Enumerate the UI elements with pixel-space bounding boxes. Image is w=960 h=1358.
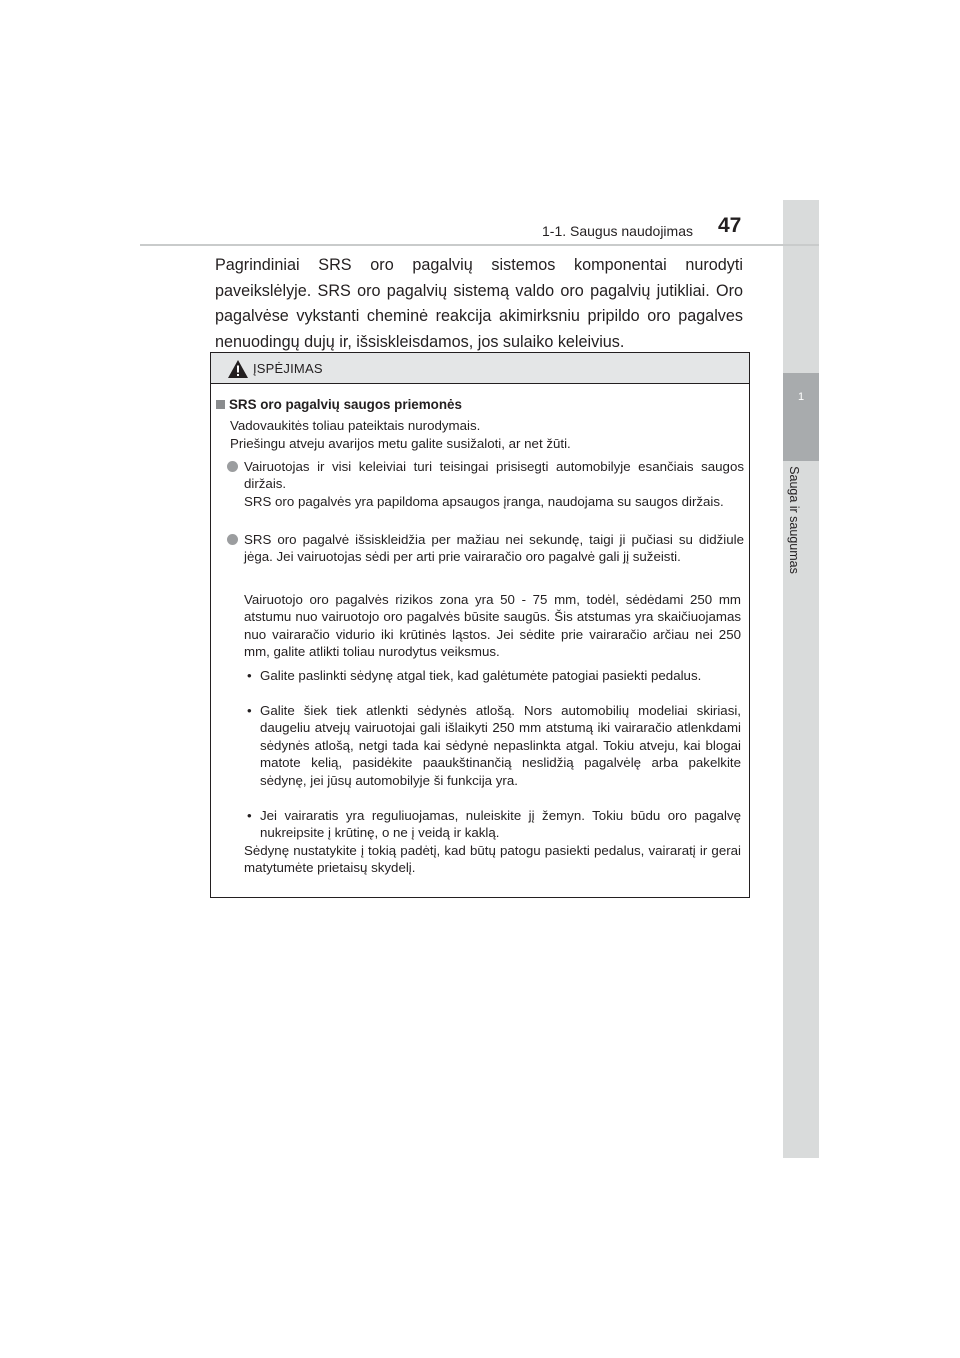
- warning-closing: Sėdynę nustatykite į tokią padėtį, kad būtų patogu pasiekti pedalus, vairaratį ir gerai matytumėte prietaisų skydelį.: [244, 843, 741, 876]
- warning-item-2: [227, 531, 744, 566]
- header-divider: [140, 244, 819, 246]
- warning-header: [211, 353, 749, 384]
- section-title: 1-1. Saugus naudojimas: [542, 223, 693, 239]
- warning-triangle-icon: [228, 360, 248, 378]
- page-number: 47: [718, 214, 742, 237]
- round-bullet-icon: [227, 461, 238, 472]
- list-item: • Galite šiek tiek atlenkti sėdynės atlošą. Nors automobilių modeliai skiriasi, daugeliu atvejų vairuotojai gali išlaikyti 250 mm atstumą iki vairaračio atlenkdami sėdynės atlošą, netgi tada kai sėdynė nepaslinkta atgal. Tokiu atveju, kai blogai matote kelią, pasidėkite paaukštinančią neslidžią pagalvėlę arba pakelkite sėdynę, jei jūsų automobilyje ši funkcija yra.: [247, 703, 741, 788]
- chapter-side-tab: [783, 200, 819, 1158]
- warning-heading: SRS oro pagalvių saugos priemonės: [216, 396, 462, 413]
- chapter-number: 1: [797, 391, 805, 403]
- square-bullet-icon: [216, 400, 225, 409]
- warning-item-1-text-2: SRS oro pagalvės yra papildoma apsaugos įranga, naudojama su saugos diržais.: [244, 493, 724, 509]
- warning-box: [210, 352, 750, 898]
- warning-title: ĮSPĖJIMAS: [253, 361, 323, 376]
- list-item: • Jei vairaratis yra reguliuojamas, nuleiskite jį žemyn. Tokiu būdu oro pagalvę nukreipsite į krūtinę, o ne į veidą ir kaklą.: [247, 808, 741, 841]
- warning-item-1-text: Vairuotojas ir visi keleiviai turi teisingai prisisegti automobilyje esančiais saugos diržais.: [244, 459, 744, 492]
- warning-lead-2: Priešingu atveju avarijos metu galite susižaloti, ar net žūti.: [230, 436, 571, 451]
- warning-item-2-detail: Vairuotojo oro pagalvės rizikos zona yra 50 - 75 mm, todėl, sėdėdami 250 mm atstumu nuo vairuotojo oro pagalvės būsite saugūs. Šis atstumas yra skaičiuojamas nuo vairaračio vidurio iki krūtinės ląstos. Jei sėdite prie vairaračio arčiau nei 250 mm, galite atlikti toliau nurodytus veiksmus.: [244, 592, 741, 660]
- intro-paragraph: Pagrindiniai SRS oro pagalvių sistemos komponentai nurodyti paveikslėlyje. SRS oro pagalvių sistemą valdo oro pagalvių jutikliai. Oro pagalvėse vykstanti cheminė reakcija akimirksniu pripildo oro pagalves nenuodingų dujų ir, išsiskleisdamos, jos sulaiko keleivius.: [215, 256, 743, 351]
- chapter-number-tab: [783, 373, 819, 461]
- warning-item-1: [227, 458, 744, 510]
- list-item: • Galite paslinkti sėdynę atgal tiek, kad galėtumėte patogiai pasiekti pedalus.: [247, 668, 702, 683]
- warning-lead-1: Vadovaukitės toliau pateiktais nurodymais.: [230, 418, 481, 433]
- warning-item-2-text: SRS oro pagalvė išsiskleidžia per mažiau nei sekundę, taigi ji pučiasi su didžiule jėga. Jei vairuotojas sėdi per arti prie vairaračio oro pagalvė gali jį sužeisti.: [244, 532, 744, 565]
- round-bullet-icon: [227, 534, 238, 545]
